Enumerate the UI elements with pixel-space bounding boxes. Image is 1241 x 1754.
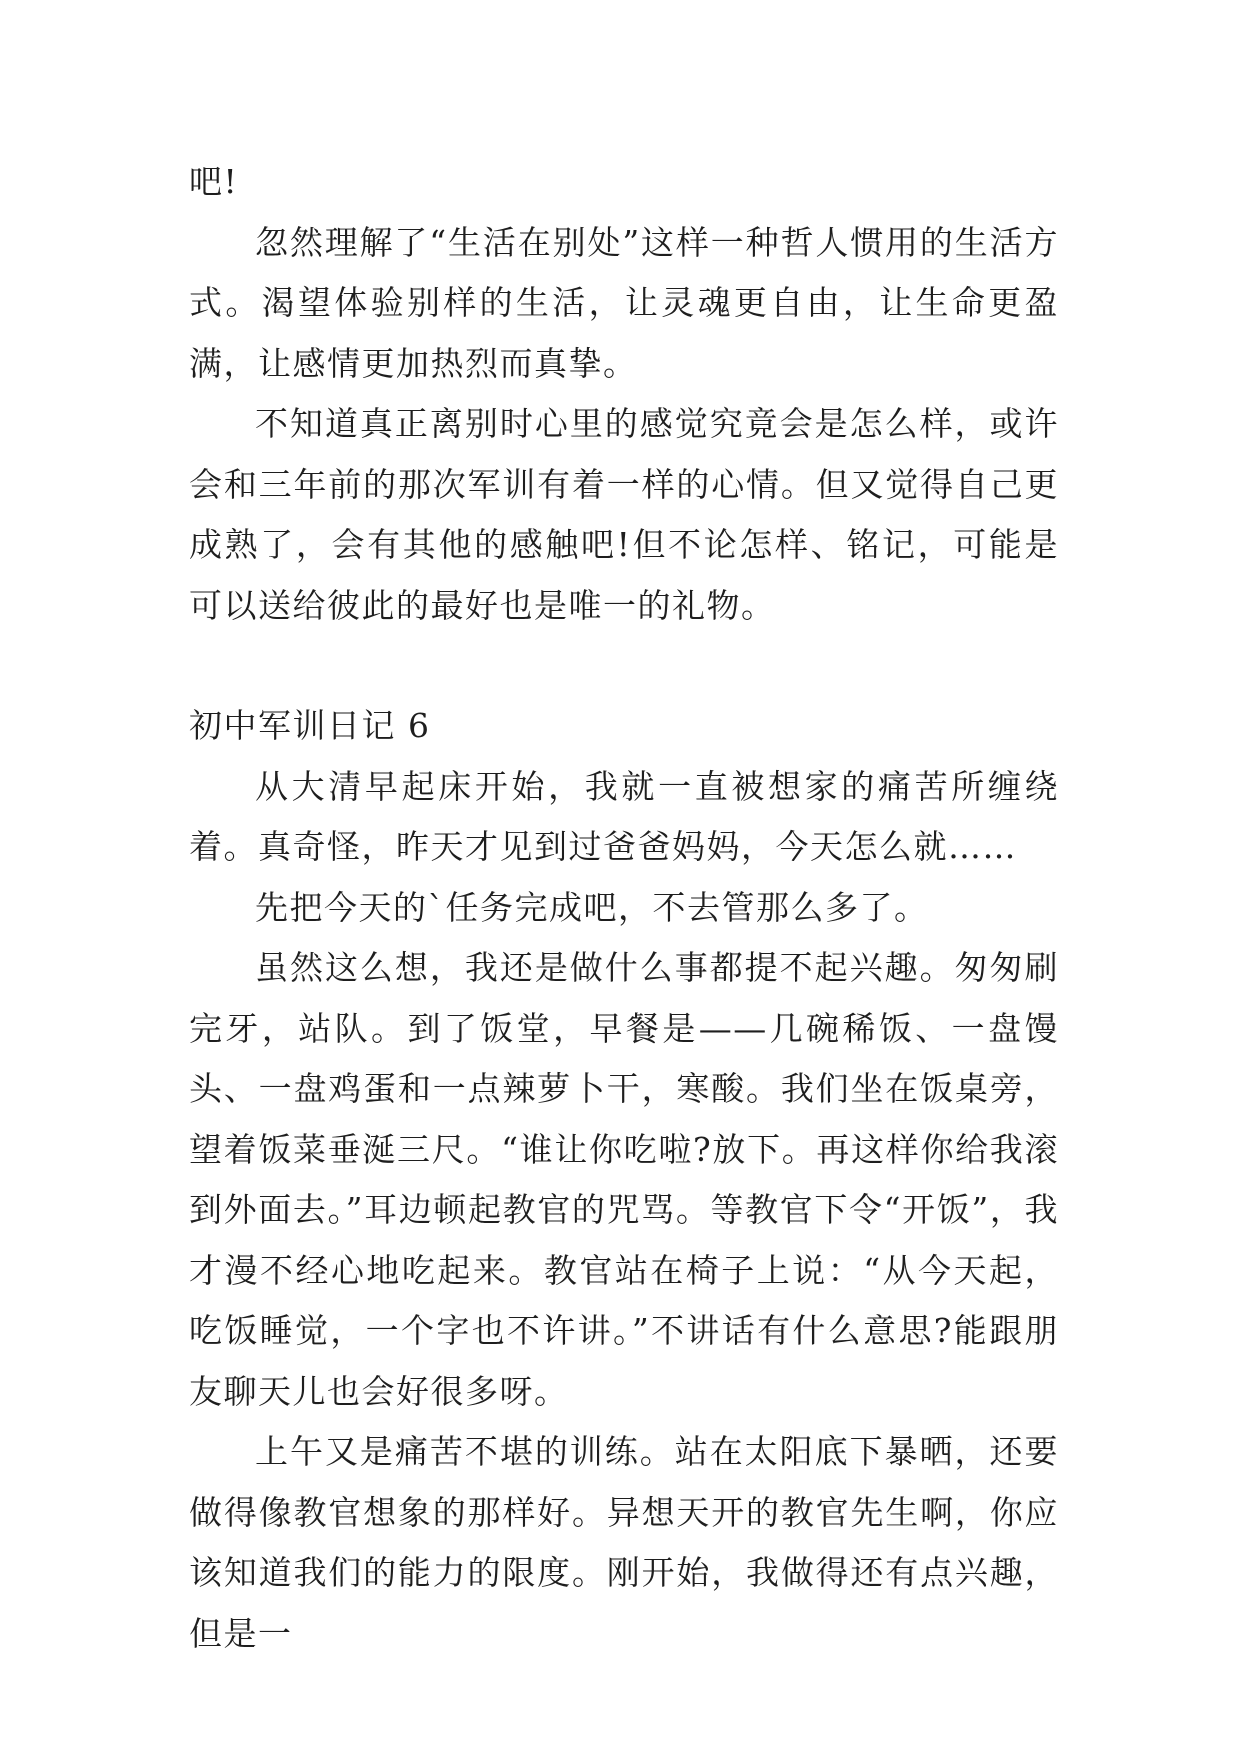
paragraph: 从大清早起床开始，我就一直被想家的痛苦所缠绕着。真奇怪，昨天才见到过爸爸妈妈，今天怎么就…… bbox=[189, 766, 1059, 866]
document-body bbox=[189, 152, 1059, 1664]
section-title: 初中军训日记 6 bbox=[189, 706, 431, 745]
paragraph: 不知道真正离别时心里的感觉究竟会是怎么样，或许会和三年前的那次军训有着一样的心情。但又觉得自己更成熟了，会有其他的感触吧!但不论怎样、铭记，可能是可以送给彼此的最好也是唯一的礼物。 bbox=[189, 404, 1059, 625]
paragraph: 忽然理解了“生活在别处”这样一种哲人惯用的生活方式。渴望体验别样的生活，让灵魂更自由，让生命更盈满，让感情更加热烈而真挚。 bbox=[189, 222, 1059, 383]
paragraph-continuation: 吧! bbox=[189, 162, 239, 201]
paragraph: 上午又是痛苦不堪的训练。站在太阳底下暴晒，还要做得像教官想象的那样好。异想天开的教官先生啊，你应该知道我们的能力的限度。刚开始，我做得还有点兴趣，但是一 bbox=[189, 1432, 1059, 1653]
paragraph: 先把今天的`任务完成吧，不去管那么多了。 bbox=[255, 887, 929, 927]
paragraph: 虽然这么想，我还是做什么事都提不起兴趣。匆匆刷完牙，站队。到了饭堂，早餐是——几碗稀饭、一盘馒头、一盘鸡蛋和一点辣萝卜干，寒酸。我们坐在饭桌旁，望着饭菜垂涎三尺。“谁让你吃啦?放下。再这样你给我滚到外面去。”耳边顿起教官的咒骂。等教官下令“开饭”，我才漫不经心地吃起来。教官站在椅子上说：“从今天起，吃饭睡觉，一个字也不许讲。”不讲话有什么意思?能跟朋友聊天儿也会好很多呀。 bbox=[189, 948, 1059, 1411]
